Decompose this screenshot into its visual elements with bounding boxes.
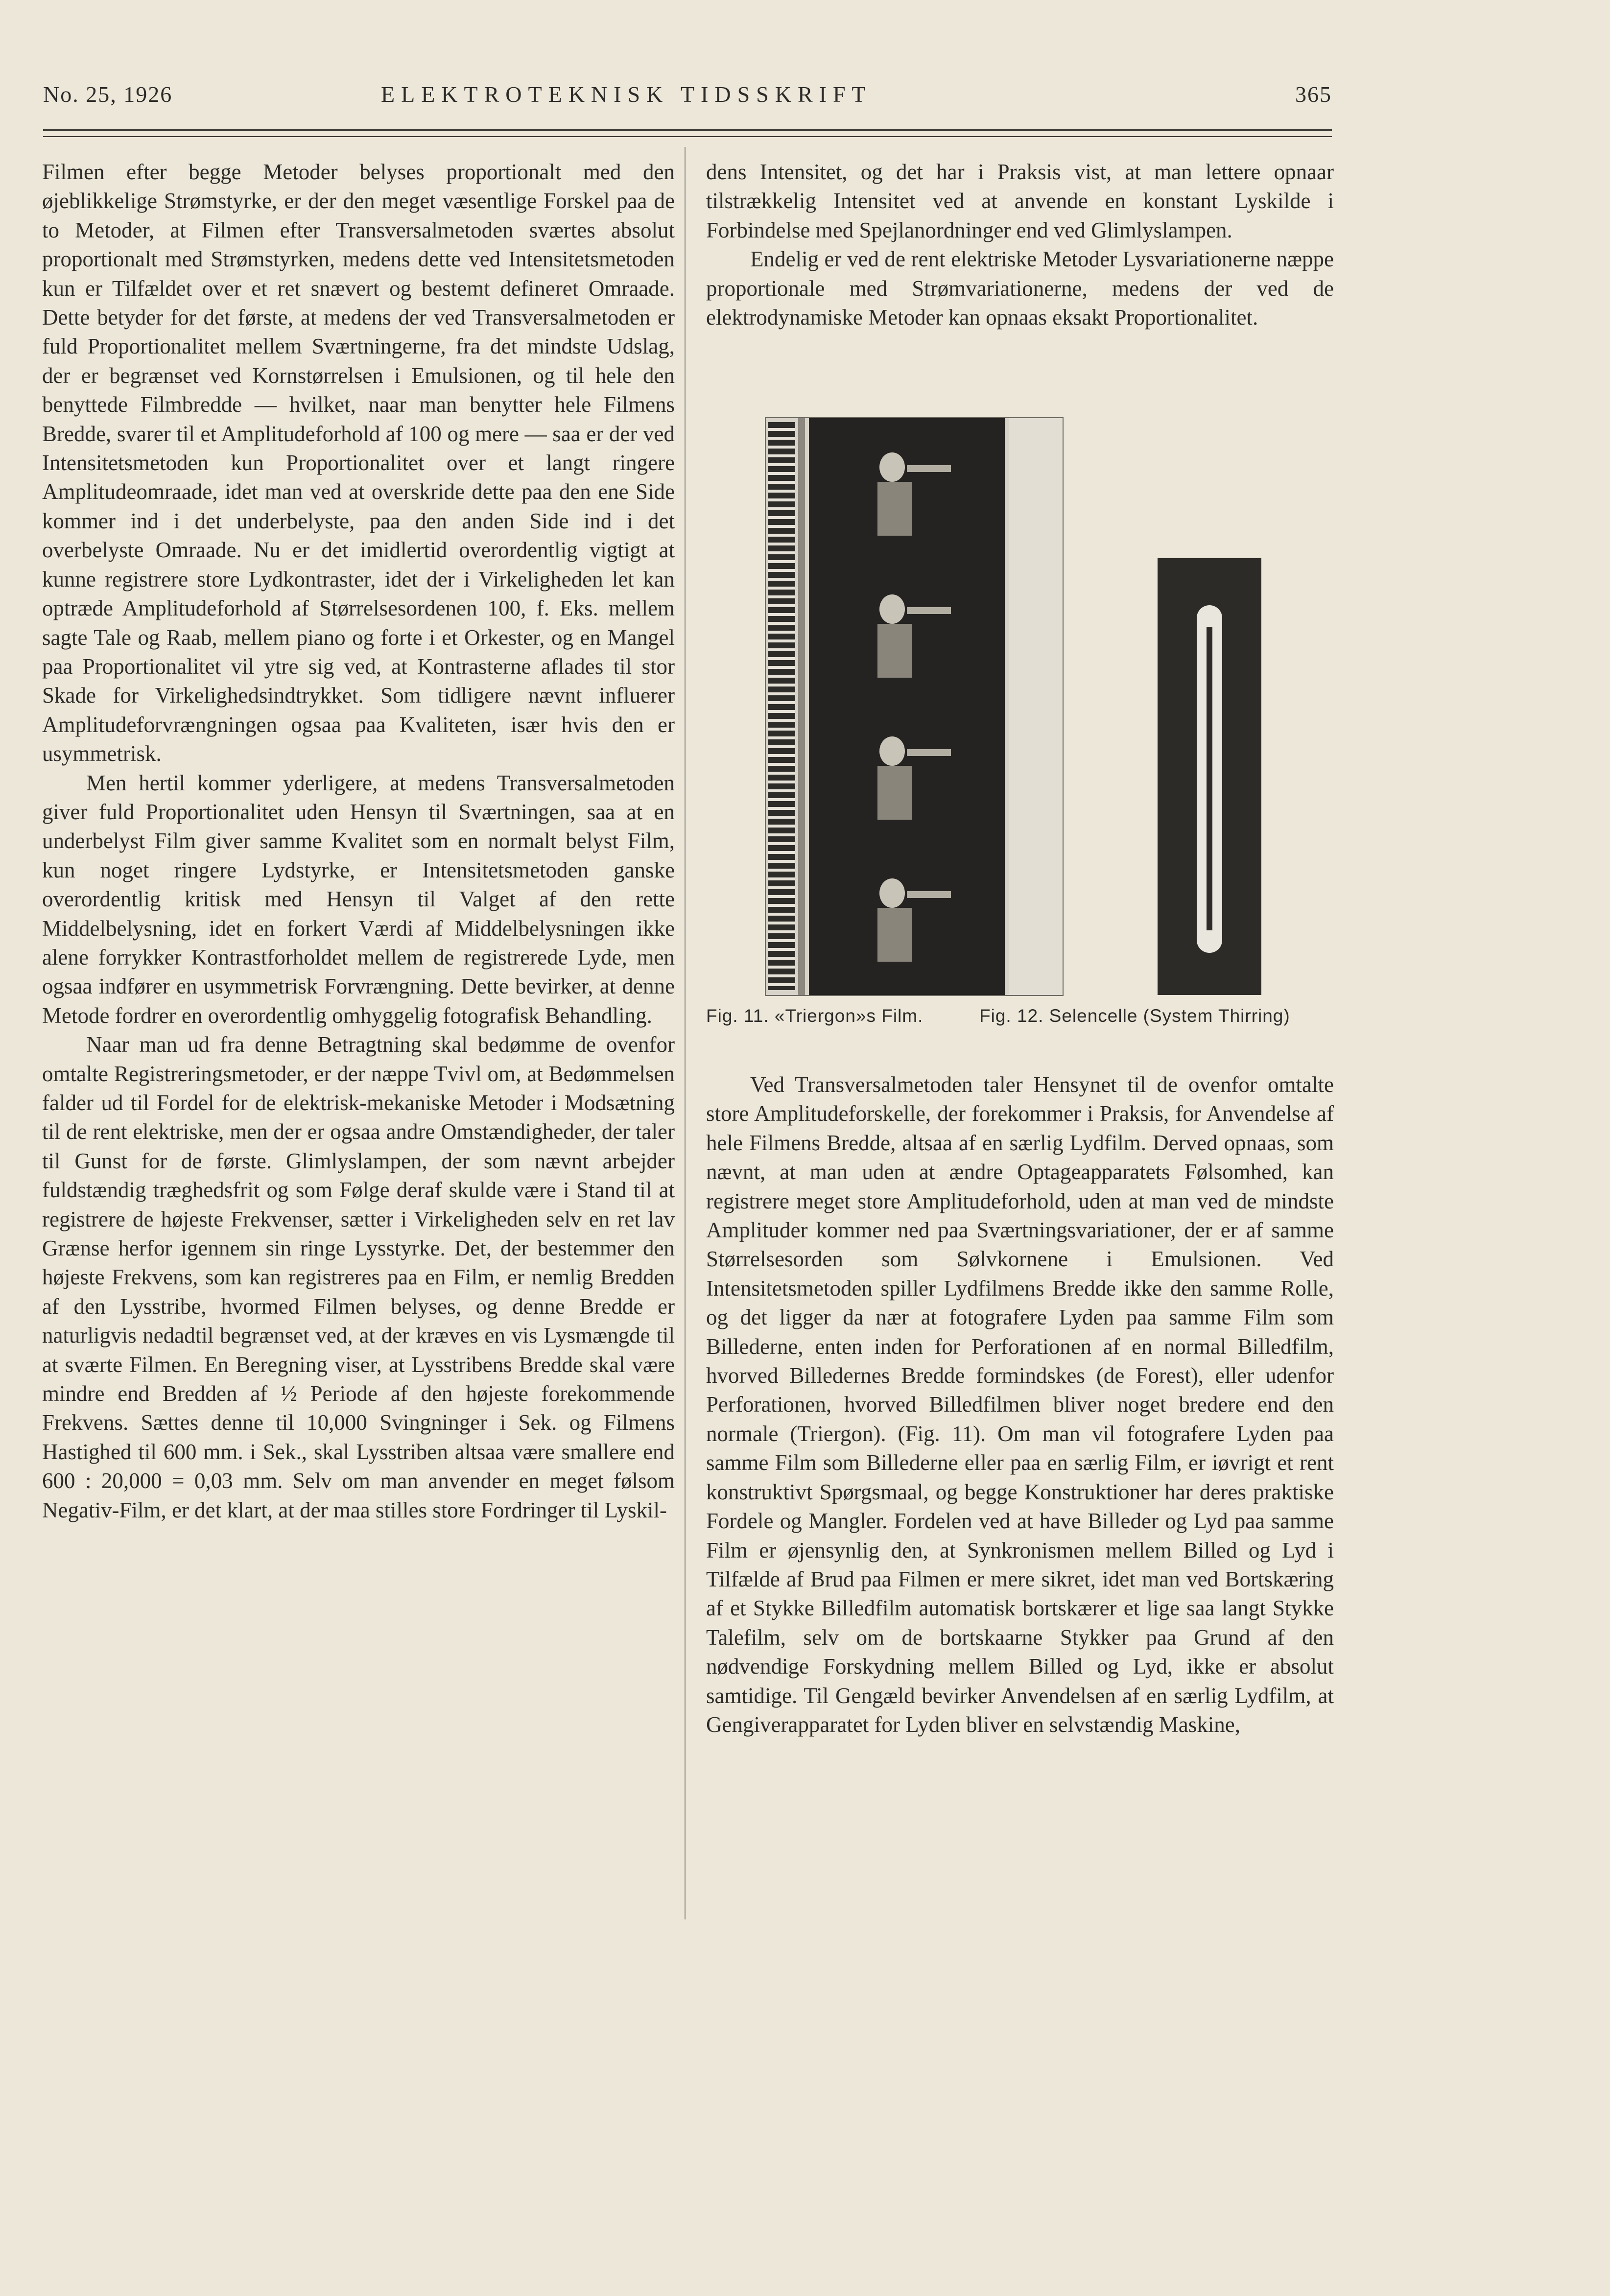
figure-12-caption: Fig. 12. Selencelle (System Thirring) (979, 1006, 1290, 1026)
paragraph: Ved Transversalmetoden taler Hensynet til de ovenfor omtalte store Amplitudeforskelle, der forekommer i Praksis, for Anvendelse af hele Filmens Bredde, altsaa af en særlig Lydfilm. Derved opnaas, som nævnt, at man uden at ændre Optageapparatets Følsomhed, kan registrere meget store Amplitudeforhold, uden at man ved de mindste Amplituder kommer ned paa Sværtningsvariationer, der er af samme Størrelsesorden som Sølvkornene i Emulsionen. Ved Intensitetsmetoden spiller Lydfilmens Bredde ikke den samme Rolle, og det ligger da nær at fotografere Lyden paa samme Film som Billederne, enten inden for Perforationen af en normal Billedfilm, hvorved Billedernes Bredde formindskes (de Forest), eller udenfor Perforationen, hvorved Billedfilmen bliver noget bredere end den normale (Triergon). (Fig. 11). Om man vil fotografere Lyden paa samme Film som Billederne eller paa en særlig Film, er iøvrigt et rent konstruktivt Spørgsmaal, og begge Konstruktioner har deres praktiske Fordele og Mangler. Fordelen ved at have Billeder og Lyd paa samme Film er øjensynlig den, at Synkronismen mellem Billed og Lyd i Tilfælde af Brud paa Filmen er mere sikret, idet man ved Bortskæring af et Stykke Billedfilm automatisk bortskærer et lige saa langt Stykke Talefilm, selv om de bortskaarne Stykker paa Grund af den nødvendige Forskydning mellem Billed og Lyd, ikke er absolut samtidige. Til Gengæld bevirker Anvendelsen af en særlig Lydfilm, at Gengiverapparatet for Lyden bliver en selvstændig Maskine, (706, 1072, 1334, 1737)
film-frame (838, 859, 975, 976)
issue-number: No. 25, 1926 (43, 82, 173, 107)
figure-11-caption: Fig. 11. «Triergon»s Film. (706, 1006, 923, 1026)
figure-11-film-strip (765, 417, 1064, 996)
film-soundtrack (798, 418, 805, 995)
cell-electrode (1207, 627, 1212, 930)
page-number: 365 (1295, 82, 1332, 107)
film-edge (1009, 418, 1063, 995)
running-header (43, 81, 1332, 111)
left-column (42, 158, 675, 1525)
header-rule-thin (43, 136, 1332, 137)
paragraph: Filmen efter begge Metoder belyses proportionalt med den øjeblikkelige Strømstyrke, er der den meget væsentlige Forskel paa de to Metoder, at Filmen efter Transversalmetoden sværtes absolut proportionalt med Strømstyrken, medens dette ved Intensitetsmetoden kun er Tilfældet over et ret snævert og bestemt defineret Omraade. Dette betyder for det første, at medens der ved Transversalmetoden er fuld Proportionalitet mellem Sværtningerne, fra det mindste Udslag, der er begrænset ved Kornstørrelsen i Emulsionen, og til hele den benyttede Filmbredde — hvilket, naar man benytter hele Filmens Bredde, svarer til et Amplitudeforhold af 100 og mere — saa er der ved Intensitetsmetoden kun Proportionalitet over et langt ringere Amplitudeomraade, idet man ved at overskride dette paa den ene Side kommer ind i det underbelyste, paa den anden Side ind i det overbelyste Omraade. Nu er det imidlertid overordentlig vigtigt at kunne registrere store Lydkontraster, idet der i Virkeligheden let kan optræde Amplitudeforhold af Størrelsesordenen 100, f. Eks. mellem sagte Tale og Raab, mellem piano og forte i et Orkester, og en Mangel paa Proportionalitet vil ytre sig ved, at Kontrasterne aflades til stor Skade for Virkelighedsindtrykket. Som tidligere nævnt influerer Amplitudeforvrængningen ogsaa paa Kvaliteten, især hvis den er usymmetrisk. (42, 160, 675, 766)
paragraph: Men hertil kommer yderligere, at medens Transversalmetoden giver fuld Proportionalitet uden Hensyn til Sværtningen, saa at en underbelyst Film giver samme Kvalitet som en normalt belyst Film, kun noget ringere Lydstyrke, er Intensitetsmetoden ganske overordentlig kritisk med Hensyn til Valget af den rette Middelbelysning, idet en forkert Værdi af Middelbelysningen ikke alene forrykker Kontrastforholdet mellem de registrerede Lyde, men ogsaa indfører en usymmetrisk Forvrængning. Dette bevirker, at denne Metode fordrer en overordentlig omhyggelig fotografisk Behandling. (42, 770, 675, 1028)
film-frames (809, 418, 1005, 995)
film-perforation (768, 422, 795, 990)
film-frame (838, 717, 975, 834)
film-frame (838, 433, 975, 550)
right-column-top (706, 158, 1334, 332)
paragraph: Endelig er ved de rent elektriske Metoder Lysvariationerne næppe proportionale med Strømvariationerne, medens der ved de elektrodynamiske Metoder kan opnaas eksakt Proportionalitet. (706, 247, 1334, 330)
journal-title: ELEKTROTEKNISK TIDSSKRIFT (381, 82, 872, 107)
figure-12-selenium-cell (1158, 558, 1261, 995)
right-column-bottom (706, 1070, 1334, 1739)
paragraph: dens Intensitet, og det har i Praksis vist, at man lettere opnaar tilstrækkelig Intensitet ved at anvende en konstant Lyskilde i Forbindelse med Spejlanordninger end ved Glimlyslampen. (706, 160, 1334, 242)
paragraph: Naar man ud fra denne Betragtning skal bedømme de ovenfor omtalte Registreringsmetoder, er der næppe Tvivl om, at Bedømmelsen falder ud til Fordel for de elektrisk-mekaniske Metoder i Modsætning til de rent elektriske, men der er ogsaa andre Omstændigheder, der taler til Gunst for de første. Glimlyslampen, der som nævnt arbejder fuldstændig træghedsfrit og som Følge deraf skulde være i Stand til at registrere de højeste Frekvenser, sætter i Virkeligheden selv en ret lav Grænse herfor igennem sin ringe Lysstyrke. Det, der bestemmer den højeste Frekvens, som kan registreres paa en Film, er nemlig Bredden af den Lysstribe, hvormed Filmen belyses, og denne Bredde er naturligvis nedadtil begrænset ved, at der kræves en vis Lysmængde til at sværte Filmen. En Beregning viser, at Lysstribens Bredde skal være mindre end Bredden af ½ Periode af den højeste forekommende Frekvens. Sættes denne til 10,000 Svingninger i Sek. og Filmens Hastighed til 600 mm. i Sek., skal Lysstriben altsaa være smallere end 600 : 20,000 = 0,03 mm. Selv om man anvender en meget følsom Negativ-Film, er det klart, at der maa stilles store Fordringer til Lyskil- (42, 1032, 675, 1522)
header-rule (43, 129, 1332, 131)
film-frame (838, 575, 975, 692)
column-divider (685, 147, 686, 1919)
